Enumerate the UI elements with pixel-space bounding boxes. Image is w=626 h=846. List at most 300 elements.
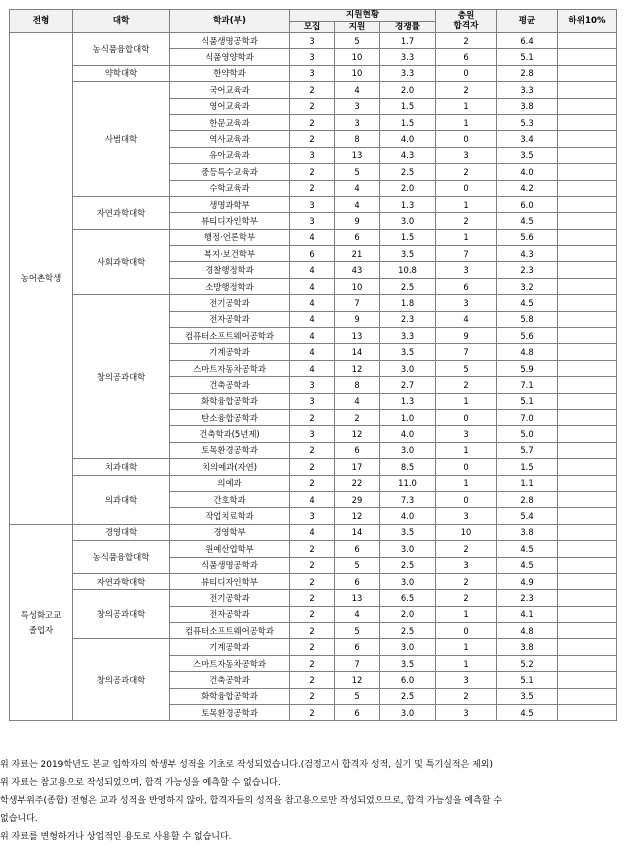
- ratio-cell: 3.3: [380, 49, 436, 65]
- footnote: 위 자료를 변형하거나 상업적인 용도로 사용할 수 없습니다.: [0, 832, 232, 842]
- applicants-cell: 17: [335, 459, 380, 475]
- waitlist-cell: 3: [436, 705, 497, 721]
- bottom10-cell: [558, 278, 617, 294]
- bottom10-cell: [558, 409, 617, 425]
- recruit-cell: 3: [290, 213, 335, 229]
- table-row: [10, 33, 617, 49]
- average-cell: 3.3: [497, 82, 558, 98]
- average-cell: 3.5: [497, 147, 558, 163]
- average-cell: 5.6: [497, 229, 558, 245]
- waitlist-cell: 10: [436, 524, 497, 540]
- header-ratio: 경쟁률: [380, 21, 436, 33]
- dept-cell: 식품영양학과: [170, 49, 290, 65]
- applicants-cell: 43: [335, 262, 380, 278]
- recruit-cell: 2: [290, 688, 335, 704]
- average-cell: 4.5: [497, 295, 558, 311]
- applicants-cell: 4: [335, 82, 380, 98]
- applicants-cell: 13: [335, 590, 380, 606]
- average-cell: 7.0: [497, 409, 558, 425]
- waitlist-cell: 2: [436, 82, 497, 98]
- applicants-cell: 6: [335, 705, 380, 721]
- table-row: [10, 82, 617, 98]
- table-row: [10, 459, 617, 475]
- ratio-cell: 3.5: [380, 246, 436, 262]
- dept-cell: 기계공학과: [170, 344, 290, 360]
- applicants-cell: 7: [335, 655, 380, 671]
- table-row: [10, 524, 617, 540]
- table-row: [10, 639, 617, 655]
- applicants-cell: 10: [335, 49, 380, 65]
- dept-cell: 스마트자동차공학과: [170, 655, 290, 671]
- applicants-cell: 14: [335, 344, 380, 360]
- dept-cell: 식품생명공학과: [170, 557, 290, 573]
- average-cell: 4.5: [497, 705, 558, 721]
- recruit-cell: 3: [290, 508, 335, 524]
- average-cell: 2.8: [497, 491, 558, 507]
- dept-cell: 원예산업학부: [170, 541, 290, 557]
- recruit-cell: 4: [290, 262, 335, 278]
- applicants-cell: 13: [335, 328, 380, 344]
- applicants-cell: 5: [335, 623, 380, 639]
- average-cell: 4.2: [497, 180, 558, 196]
- recruit-cell: 4: [290, 360, 335, 376]
- average-cell: 5.1: [497, 49, 558, 65]
- dept-cell: 경찰행정학과: [170, 262, 290, 278]
- average-cell: 4.8: [497, 344, 558, 360]
- waitlist-cell: 7: [436, 344, 497, 360]
- type-cell: 특성화고교 졸업자: [10, 524, 73, 721]
- table-row: [10, 475, 617, 491]
- average-cell: 4.5: [497, 557, 558, 573]
- waitlist-cell: 1: [436, 655, 497, 671]
- recruit-cell: 2: [290, 98, 335, 114]
- ratio-cell: 3.0: [380, 573, 436, 589]
- waitlist-cell: 1: [436, 98, 497, 114]
- waitlist-cell: 2: [436, 33, 497, 49]
- average-cell: 3.8: [497, 639, 558, 655]
- recruit-cell: 4: [290, 524, 335, 540]
- dept-cell: 역사교육과: [170, 131, 290, 147]
- average-cell: 3.5: [497, 688, 558, 704]
- header-apply-status: 지원현황: [290, 10, 436, 22]
- table-header: [10, 10, 617, 33]
- header-type: 전형: [10, 10, 73, 33]
- type-cell: 농어촌학생: [10, 33, 73, 525]
- recruit-cell: 2: [290, 672, 335, 688]
- ratio-cell: 4.0: [380, 426, 436, 442]
- recruit-cell: 2: [290, 180, 335, 196]
- dept-cell: 뷰티디자인학부: [170, 573, 290, 589]
- footnotes: [0, 756, 626, 846]
- dept-cell: 영어교육과: [170, 98, 290, 114]
- dept-cell: 화학융합공학과: [170, 688, 290, 704]
- recruit-cell: 2: [290, 557, 335, 573]
- average-cell: 5.2: [497, 655, 558, 671]
- table-row: [10, 295, 617, 311]
- waitlist-cell: 1: [436, 442, 497, 458]
- waitlist-cell: 2: [436, 688, 497, 704]
- bottom10-cell: [558, 295, 617, 311]
- applicants-cell: 5: [335, 688, 380, 704]
- footnote: 없습니다.: [0, 814, 38, 824]
- recruit-cell: 3: [290, 377, 335, 393]
- ratio-cell: 3.5: [380, 524, 436, 540]
- average-cell: 5.6: [497, 328, 558, 344]
- bottom10-cell: [558, 475, 617, 491]
- bottom10-cell: [558, 442, 617, 458]
- bottom10-cell: [558, 98, 617, 114]
- recruit-cell: 2: [290, 459, 335, 475]
- bottom10-cell: [558, 590, 617, 606]
- recruit-cell: 4: [290, 295, 335, 311]
- applicants-cell: 6: [335, 442, 380, 458]
- dept-cell: 의예과: [170, 475, 290, 491]
- average-cell: 4.0: [497, 164, 558, 180]
- college-cell: 의과대학: [73, 475, 170, 524]
- recruit-cell: 2: [290, 442, 335, 458]
- ratio-cell: 3.3: [380, 328, 436, 344]
- recruit-cell: 2: [290, 705, 335, 721]
- college-cell: 자연과학대학: [73, 573, 170, 589]
- bottom10-cell: [558, 49, 617, 65]
- recruit-cell: 2: [290, 541, 335, 557]
- bottom10-cell: [558, 131, 617, 147]
- waitlist-cell: 0: [436, 65, 497, 81]
- ratio-cell: 4.0: [380, 131, 436, 147]
- dept-cell: 뷰티디자인학부: [170, 213, 290, 229]
- waitlist-cell: 6: [436, 278, 497, 294]
- bottom10-cell: [558, 541, 617, 557]
- applicants-cell: 4: [335, 196, 380, 212]
- ratio-cell: 6.0: [380, 672, 436, 688]
- applicants-cell: 12: [335, 508, 380, 524]
- college-cell: 약학대학: [73, 65, 170, 81]
- footnote: 위 자료는 2019학년도 본교 입학자의 학생부 성적을 기초로 작성되었습니다.(검정고시 합격자 성적, 실기 및 특기실적은 제외): [0, 760, 494, 770]
- bottom10-cell: [558, 459, 617, 475]
- bottom10-cell: [558, 147, 617, 163]
- header-college: 대학: [73, 10, 170, 33]
- average-cell: 5.9: [497, 360, 558, 376]
- recruit-cell: 4: [290, 328, 335, 344]
- average-cell: 5.0: [497, 426, 558, 442]
- applicants-cell: 7: [335, 295, 380, 311]
- waitlist-cell: 5: [436, 360, 497, 376]
- recruit-cell: 4: [290, 491, 335, 507]
- average-cell: 4.9: [497, 573, 558, 589]
- dept-cell: 한약학과: [170, 65, 290, 81]
- dept-cell: 전자공학과: [170, 606, 290, 622]
- dept-cell: 건축공학과: [170, 672, 290, 688]
- bottom10-cell: [558, 524, 617, 540]
- ratio-cell: 4.0: [380, 508, 436, 524]
- applicants-cell: 13: [335, 147, 380, 163]
- applicants-cell: 6: [335, 229, 380, 245]
- bottom10-cell: [558, 213, 617, 229]
- recruit-cell: 2: [290, 639, 335, 655]
- average-cell: 1.1: [497, 475, 558, 491]
- average-cell: 2.3: [497, 262, 558, 278]
- applicants-cell: 10: [335, 65, 380, 81]
- bottom10-cell: [558, 114, 617, 130]
- recruit-cell: 2: [290, 573, 335, 589]
- dept-cell: 치의예과(자연): [170, 459, 290, 475]
- college-cell: 농식품융합대학: [73, 541, 170, 574]
- ratio-cell: 8.5: [380, 459, 436, 475]
- table-body: [10, 33, 617, 721]
- waitlist-cell: 1: [436, 475, 497, 491]
- dept-cell: 토목환경공학과: [170, 442, 290, 458]
- college-cell: 자연과학대학: [73, 196, 170, 229]
- recruit-cell: 3: [290, 393, 335, 409]
- recruit-cell: 2: [290, 623, 335, 639]
- applicants-cell: 12: [335, 672, 380, 688]
- ratio-cell: 1.0: [380, 409, 436, 425]
- recruit-cell: 3: [290, 33, 335, 49]
- dept-cell: 전기공학과: [170, 590, 290, 606]
- dept-cell: 중등특수교육과: [170, 164, 290, 180]
- waitlist-cell: 1: [436, 606, 497, 622]
- average-cell: 4.5: [497, 541, 558, 557]
- ratio-cell: 4.3: [380, 147, 436, 163]
- waitlist-cell: 7: [436, 246, 497, 262]
- dept-cell: 컴퓨터소프트웨어공학과: [170, 623, 290, 639]
- bottom10-cell: [558, 688, 617, 704]
- recruit-cell: 2: [290, 606, 335, 622]
- waitlist-cell: 0: [436, 623, 497, 639]
- dept-cell: 간호학과: [170, 491, 290, 507]
- ratio-cell: 1.8: [380, 295, 436, 311]
- bottom10-cell: [558, 606, 617, 622]
- waitlist-cell: 0: [436, 459, 497, 475]
- recruit-cell: 2: [290, 164, 335, 180]
- ratio-cell: 2.3: [380, 311, 436, 327]
- bottom10-cell: [558, 426, 617, 442]
- footnote: 학생부위주(종합) 전형은 교과 성적을 반영하지 않아, 합격자들의 성적을 참고용으로만 작성되었으므로, 합격 가능성을 예측할 수: [0, 796, 503, 806]
- waitlist-cell: 0: [436, 180, 497, 196]
- header-average: 평균: [497, 10, 558, 33]
- recruit-cell: 3: [290, 65, 335, 81]
- average-cell: 2.8: [497, 65, 558, 81]
- ratio-cell: 2.0: [380, 606, 436, 622]
- average-cell: 1.5: [497, 459, 558, 475]
- average-cell: 3.8: [497, 524, 558, 540]
- waitlist-cell: 1: [436, 393, 497, 409]
- dept-cell: 소방행정학과: [170, 278, 290, 294]
- college-cell: 농식품융합대학: [73, 33, 170, 66]
- average-cell: 4.3: [497, 246, 558, 262]
- header-waitlist-line1: 충원: [457, 11, 475, 21]
- dept-cell: 전기공학과: [170, 295, 290, 311]
- waitlist-cell: 3: [436, 672, 497, 688]
- applicants-cell: 8: [335, 377, 380, 393]
- dept-cell: 경영학부: [170, 524, 290, 540]
- applicants-cell: 4: [335, 180, 380, 196]
- recruit-cell: 2: [290, 590, 335, 606]
- dept-cell: 건축공학과: [170, 377, 290, 393]
- recruit-cell: 4: [290, 229, 335, 245]
- dept-cell: 기계공학과: [170, 639, 290, 655]
- recruit-cell: 2: [290, 114, 335, 130]
- average-cell: 5.7: [497, 442, 558, 458]
- applicants-cell: 4: [335, 606, 380, 622]
- dept-cell: 복지·보건학부: [170, 246, 290, 262]
- waitlist-cell: 0: [436, 491, 497, 507]
- dept-cell: 수학교육과: [170, 180, 290, 196]
- ratio-cell: 1.5: [380, 229, 436, 245]
- ratio-cell: 3.0: [380, 639, 436, 655]
- average-cell: 4.8: [497, 623, 558, 639]
- ratio-cell: 6.5: [380, 590, 436, 606]
- ratio-cell: 1.5: [380, 114, 436, 130]
- ratio-cell: 2.5: [380, 623, 436, 639]
- bottom10-cell: [558, 655, 617, 671]
- bottom10-cell: [558, 229, 617, 245]
- average-cell: 5.3: [497, 114, 558, 130]
- applicants-cell: 6: [335, 639, 380, 655]
- ratio-cell: 2.5: [380, 557, 436, 573]
- waitlist-cell: 2: [436, 164, 497, 180]
- recruit-cell: 6: [290, 246, 335, 262]
- bottom10-cell: [558, 508, 617, 524]
- dept-cell: 생명과학부: [170, 196, 290, 212]
- waitlist-cell: 6: [436, 49, 497, 65]
- bottom10-cell: [558, 639, 617, 655]
- dept-cell: 토목환경공학과: [170, 705, 290, 721]
- waitlist-cell: 0: [436, 409, 497, 425]
- ratio-cell: 1.3: [380, 393, 436, 409]
- dept-cell: 전자공학과: [170, 311, 290, 327]
- recruit-cell: 4: [290, 344, 335, 360]
- bottom10-cell: [558, 196, 617, 212]
- waitlist-cell: 1: [436, 114, 497, 130]
- applicants-cell: 3: [335, 98, 380, 114]
- bottom10-cell: [558, 377, 617, 393]
- ratio-cell: 3.0: [380, 213, 436, 229]
- header-waitlist-line2: 합격자: [453, 21, 479, 31]
- applicants-cell: 22: [335, 475, 380, 491]
- bottom10-cell: [558, 705, 617, 721]
- average-cell: 5.1: [497, 672, 558, 688]
- ratio-cell: 3.3: [380, 65, 436, 81]
- waitlist-cell: 1: [436, 639, 497, 655]
- average-cell: 4.5: [497, 213, 558, 229]
- recruit-cell: 3: [290, 49, 335, 65]
- waitlist-cell: 2: [436, 541, 497, 557]
- ratio-cell: 3.0: [380, 360, 436, 376]
- recruit-cell: 2: [290, 409, 335, 425]
- applicants-cell: 5: [335, 557, 380, 573]
- average-cell: 5.4: [497, 508, 558, 524]
- waitlist-cell: 3: [436, 508, 497, 524]
- bottom10-cell: [558, 672, 617, 688]
- average-cell: 5.1: [497, 393, 558, 409]
- bottom10-cell: [558, 65, 617, 81]
- ratio-cell: 3.0: [380, 705, 436, 721]
- dept-cell: 건축학과(5년제): [170, 426, 290, 442]
- applicants-cell: 2: [335, 409, 380, 425]
- applicants-cell: 5: [335, 33, 380, 49]
- applicants-cell: 14: [335, 524, 380, 540]
- waitlist-cell: 3: [436, 147, 497, 163]
- average-cell: 6.4: [497, 33, 558, 49]
- recruit-cell: 3: [290, 426, 335, 442]
- waitlist-cell: 1: [436, 196, 497, 212]
- ratio-cell: 1.5: [380, 98, 436, 114]
- waitlist-cell: 2: [436, 573, 497, 589]
- applicants-cell: 5: [335, 164, 380, 180]
- average-cell: 5.8: [497, 311, 558, 327]
- ratio-cell: 2.5: [380, 278, 436, 294]
- waitlist-cell: 2: [436, 590, 497, 606]
- table-row: [10, 229, 617, 245]
- dept-cell: 행정·언론학부: [170, 229, 290, 245]
- applicants-cell: 12: [335, 360, 380, 376]
- average-cell: 6.0: [497, 196, 558, 212]
- bottom10-cell: [558, 360, 617, 376]
- bottom10-cell: [558, 344, 617, 360]
- applicants-cell: 12: [335, 426, 380, 442]
- dept-cell: 스마트자동차공학과: [170, 360, 290, 376]
- table-row: [10, 573, 617, 589]
- ratio-cell: 2.5: [380, 688, 436, 704]
- ratio-cell: 2.0: [380, 82, 436, 98]
- average-cell: 3.2: [497, 278, 558, 294]
- ratio-cell: 2.0: [380, 180, 436, 196]
- applicants-cell: 6: [335, 573, 380, 589]
- dept-cell: 탄소융합공학과: [170, 409, 290, 425]
- applicants-cell: 29: [335, 491, 380, 507]
- ratio-cell: 1.7: [380, 33, 436, 49]
- table-row: [10, 196, 617, 212]
- applicants-cell: 8: [335, 131, 380, 147]
- waitlist-cell: 3: [436, 557, 497, 573]
- recruit-cell: 2: [290, 655, 335, 671]
- header-bottom10: 하위10%: [558, 10, 617, 33]
- bottom10-cell: [558, 393, 617, 409]
- header-recruit: 모집: [290, 21, 335, 33]
- applicants-cell: 9: [335, 213, 380, 229]
- college-cell: 창의공과대학: [73, 590, 170, 639]
- header-waitlist: [436, 10, 497, 33]
- college-cell: 창의공과대학: [73, 639, 170, 721]
- table-row: [10, 541, 617, 557]
- average-cell: 7.1: [497, 377, 558, 393]
- college-cell: 경영대학: [73, 524, 170, 540]
- waitlist-cell: 2: [436, 213, 497, 229]
- header-dept: 학과(부): [170, 10, 290, 33]
- applicants-cell: 3: [335, 114, 380, 130]
- bottom10-cell: [558, 82, 617, 98]
- table-row: [10, 65, 617, 81]
- waitlist-cell: 3: [436, 295, 497, 311]
- college-cell: 치과대학: [73, 459, 170, 475]
- ratio-cell: 1.3: [380, 196, 436, 212]
- ratio-cell: 3.0: [380, 541, 436, 557]
- recruit-cell: 3: [290, 196, 335, 212]
- bottom10-cell: [558, 328, 617, 344]
- bottom10-cell: [558, 573, 617, 589]
- dept-cell: 국어교육과: [170, 82, 290, 98]
- waitlist-cell: 3: [436, 426, 497, 442]
- bottom10-cell: [558, 491, 617, 507]
- bottom10-cell: [558, 623, 617, 639]
- applicants-cell: 10: [335, 278, 380, 294]
- dept-cell: 컴퓨터소프트웨어공학과: [170, 328, 290, 344]
- average-cell: 3.8: [497, 98, 558, 114]
- waitlist-cell: 3: [436, 262, 497, 278]
- applicants-cell: 6: [335, 541, 380, 557]
- average-cell: 2.3: [497, 590, 558, 606]
